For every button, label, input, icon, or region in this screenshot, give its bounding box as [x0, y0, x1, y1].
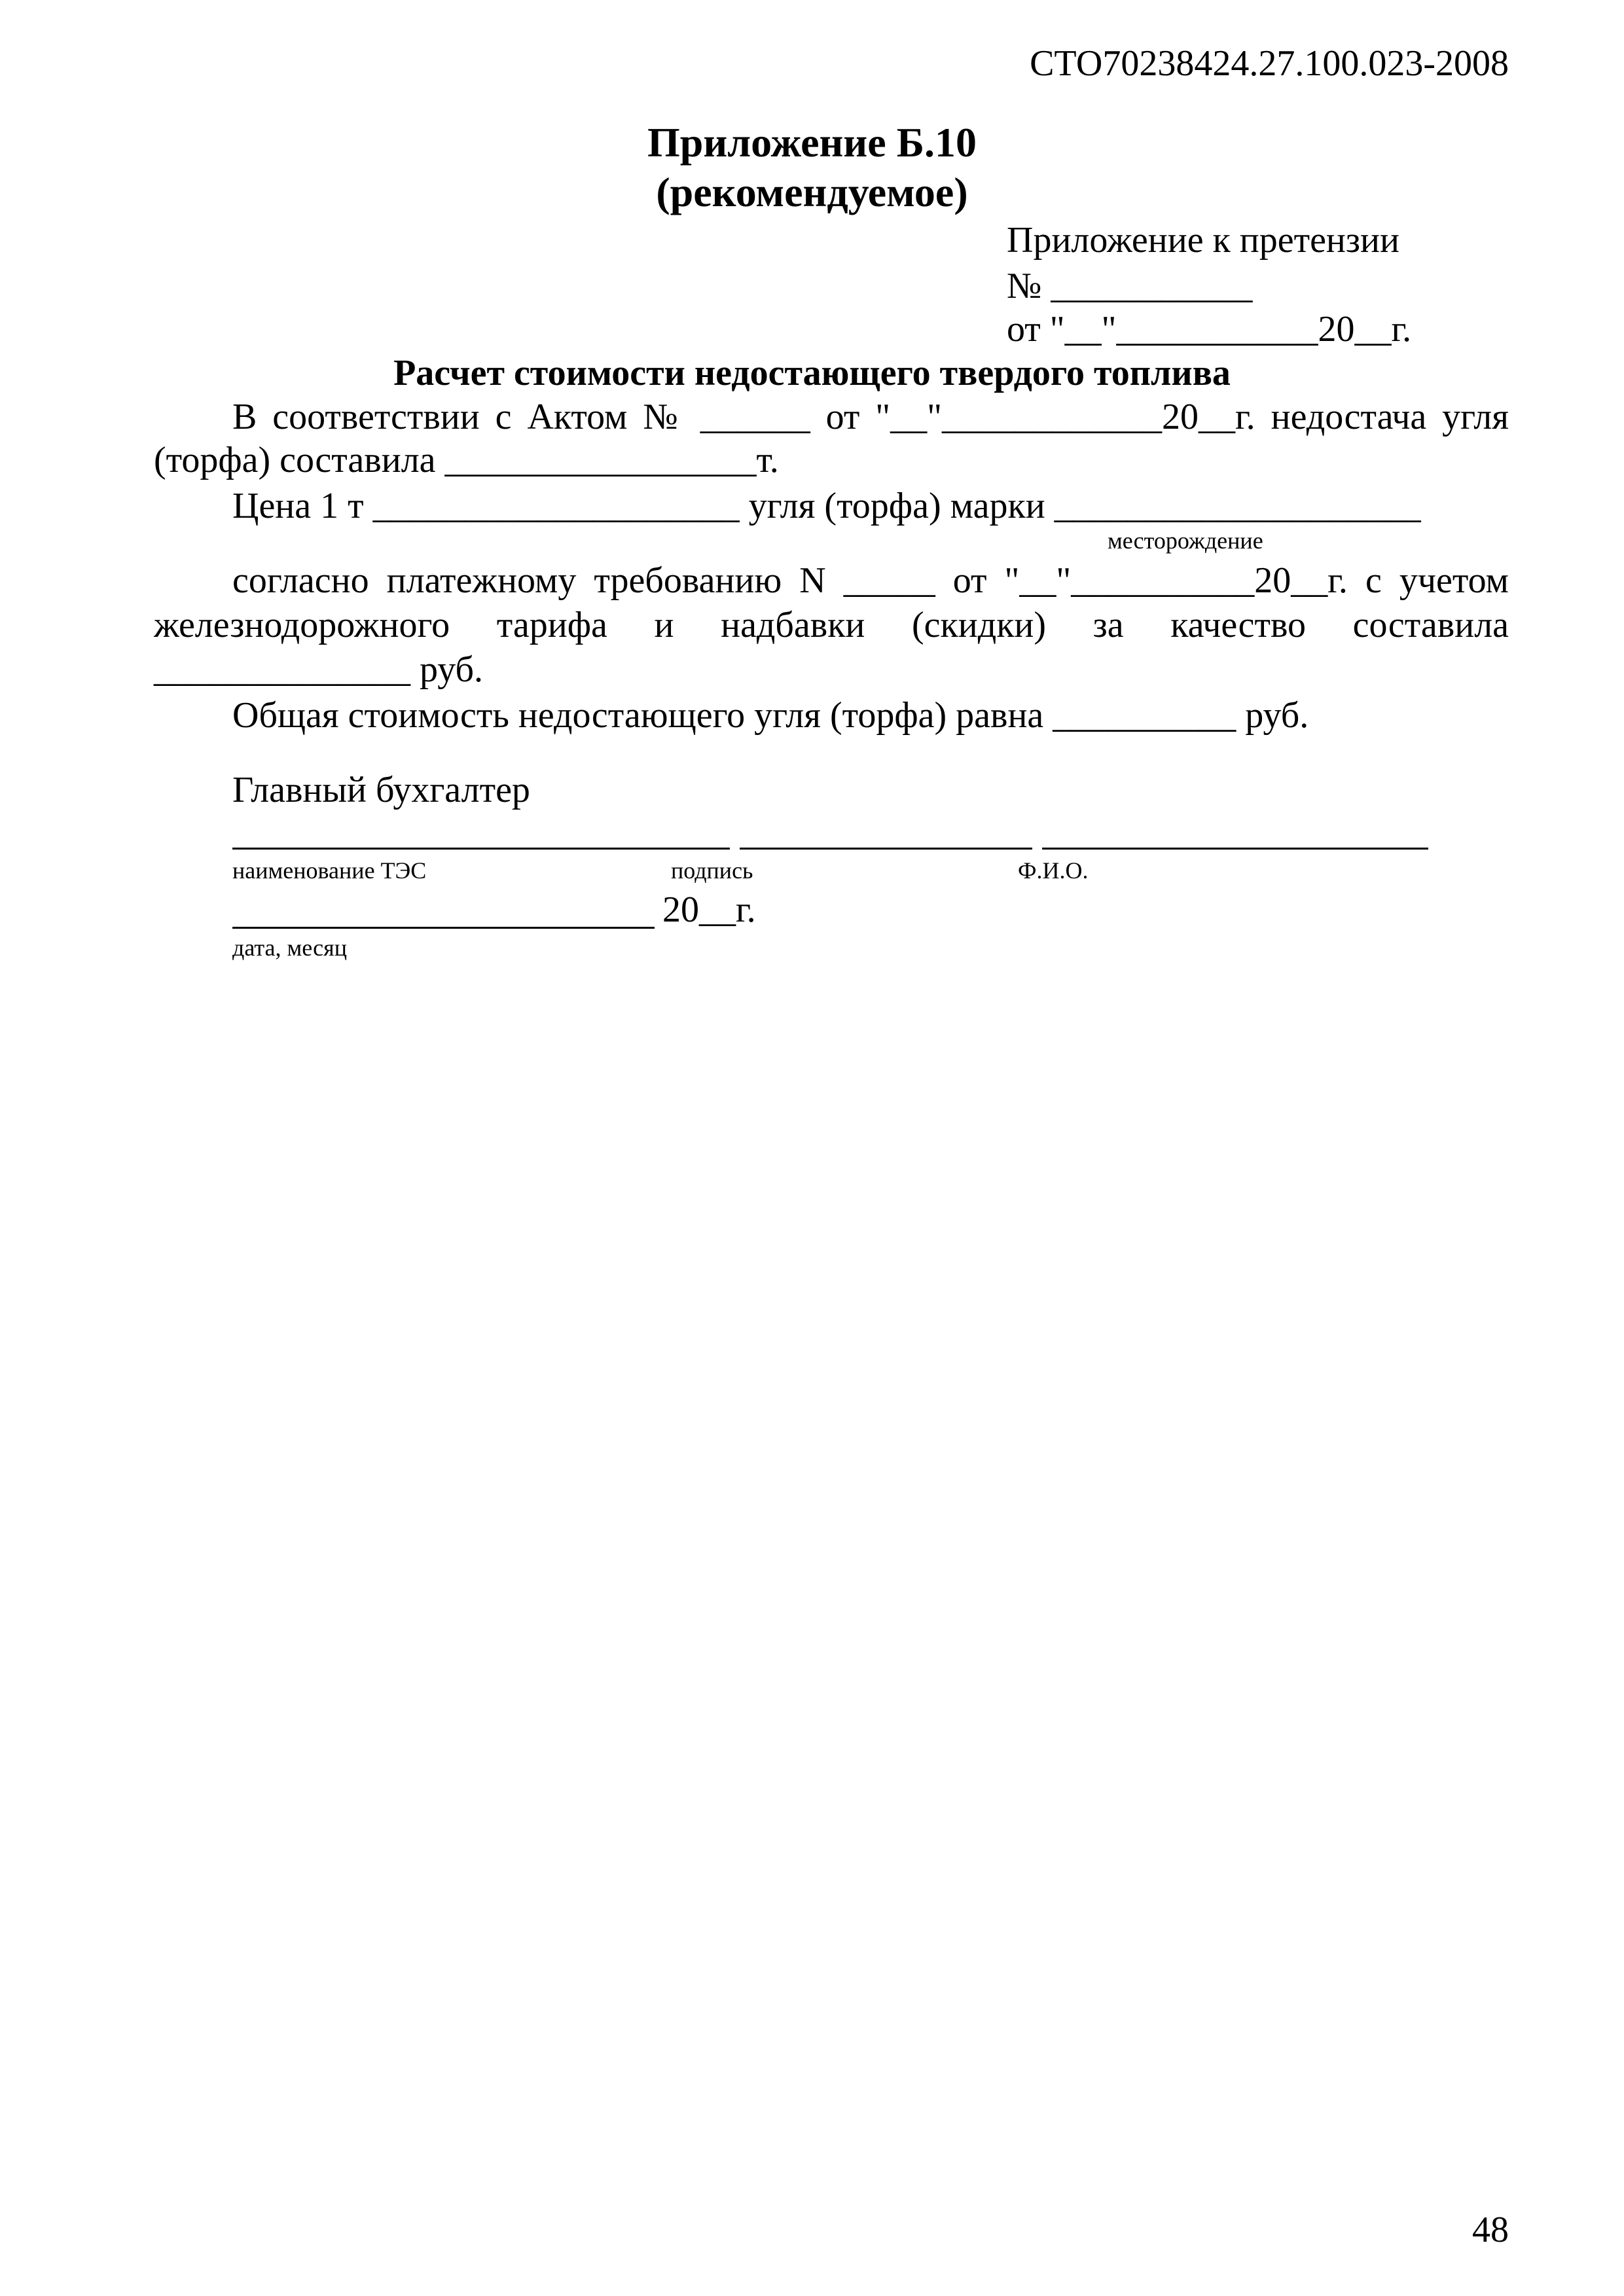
claim-ref-date: от "__"___________20__г.	[1007, 309, 1412, 350]
fio-caption: Ф.И.О.	[1018, 857, 1089, 884]
paragraph-1-line-1: В соответствии с Актом № ______ от "__"____________20__г. недостача угля	[232, 397, 1509, 437]
paragraph-3-line-2: железнодорожного тарифа и надбавки (скидки) за качество составила	[154, 605, 1509, 645]
paragraph-4-line-1: Общая стоимость недостающего угля (торфа) равна __________ руб.	[232, 695, 1309, 736]
appendix-subtitle: (рекомендуемое)	[656, 169, 968, 215]
tes-name-caption: наименование ТЭС	[232, 857, 427, 884]
date-year: 20__г.	[662, 889, 756, 930]
signature-caption: подпись	[671, 857, 753, 884]
fio-line	[1042, 848, 1428, 850]
signature-line	[740, 848, 1032, 850]
paragraph-1-line-2: (торфа) составила _________________т.	[154, 440, 779, 480]
tes-name-line	[232, 848, 730, 850]
date-caption: дата, месяц	[232, 935, 347, 961]
date-line	[232, 927, 655, 929]
paragraph-3-line-1: согласно платежному требованию N _____ от "__"__________20__г. с учетом	[232, 560, 1509, 601]
deposit-caption: месторождение	[1108, 528, 1263, 554]
appendix-title: Приложение Б.10	[647, 119, 977, 166]
page-number: 48	[1472, 2210, 1509, 2250]
claim-ref-line-1: Приложение к претензии	[1007, 220, 1399, 260]
paragraph-3-line-3: ______________ руб.	[154, 649, 484, 690]
chief-accountant-label: Главный бухгалтер	[232, 770, 530, 810]
document-code: СТО70238424.27.100.023-2008	[1030, 43, 1509, 84]
claim-ref-number: № ___________	[1007, 266, 1253, 306]
section-heading: Расчет стоимости недостающего твердого топлива	[393, 353, 1231, 393]
paragraph-2-line-1: Цена 1 т ____________________ угля (торфа) марки ____________________	[232, 486, 1421, 526]
